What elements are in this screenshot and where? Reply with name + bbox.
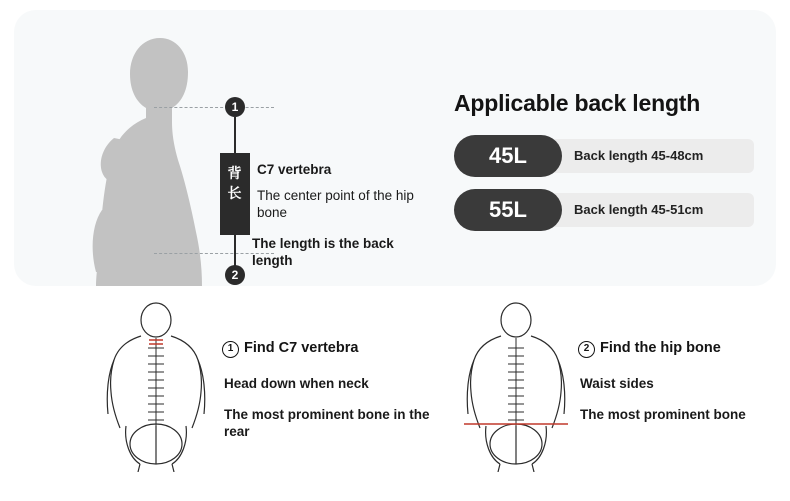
top-panel [14, 10, 776, 286]
c7-instructions [222, 340, 437, 454]
bottom-section [0, 296, 790, 496]
hip-line-1: Waist sides [580, 376, 654, 391]
size-row [454, 189, 754, 231]
size-chart [454, 90, 754, 243]
measure-stem-upper [234, 117, 236, 155]
c7-line-2: The most prominent bone in the rear [224, 407, 430, 439]
back-view-c7-icon [96, 302, 216, 472]
hip-heading [578, 340, 790, 358]
marker-1: 1 [225, 97, 245, 117]
measure-stem-lower [234, 233, 236, 266]
marker-2: 2 [225, 265, 245, 285]
hip-line-2: The most prominent bone [580, 407, 746, 422]
step-number-1: 1 [222, 341, 239, 358]
size-pill-55l: 55L [454, 189, 562, 231]
callout-back-length: The length is the back length [252, 236, 394, 268]
hip-heading-text: Find the hip bone [600, 340, 721, 356]
c7-line-1: Head down when neck [224, 376, 369, 391]
hip-instructions [578, 340, 790, 437]
size-chart-title: Applicable back length [454, 90, 701, 116]
c7-heading [222, 340, 437, 358]
back-bar-char-2: 长 [227, 185, 243, 201]
callout-c7-vertebra: C7 vertebra [257, 162, 332, 177]
size-desc-55l: Back length 45-51cm [546, 193, 754, 227]
back-view-hip-icon [456, 302, 576, 472]
back-bar-char-1: 背 [227, 165, 243, 181]
back-length-label-bar [220, 153, 250, 235]
callout-hip-center: The center point of the hip bone [257, 188, 414, 220]
size-desc-45l: Back length 45-48cm [546, 139, 754, 173]
step-number-2: 2 [578, 341, 595, 358]
leader-line-top [154, 107, 274, 108]
size-row [454, 135, 754, 177]
c7-heading-text: Find C7 vertebra [244, 340, 359, 356]
size-pill-45l: 45L [454, 135, 562, 177]
